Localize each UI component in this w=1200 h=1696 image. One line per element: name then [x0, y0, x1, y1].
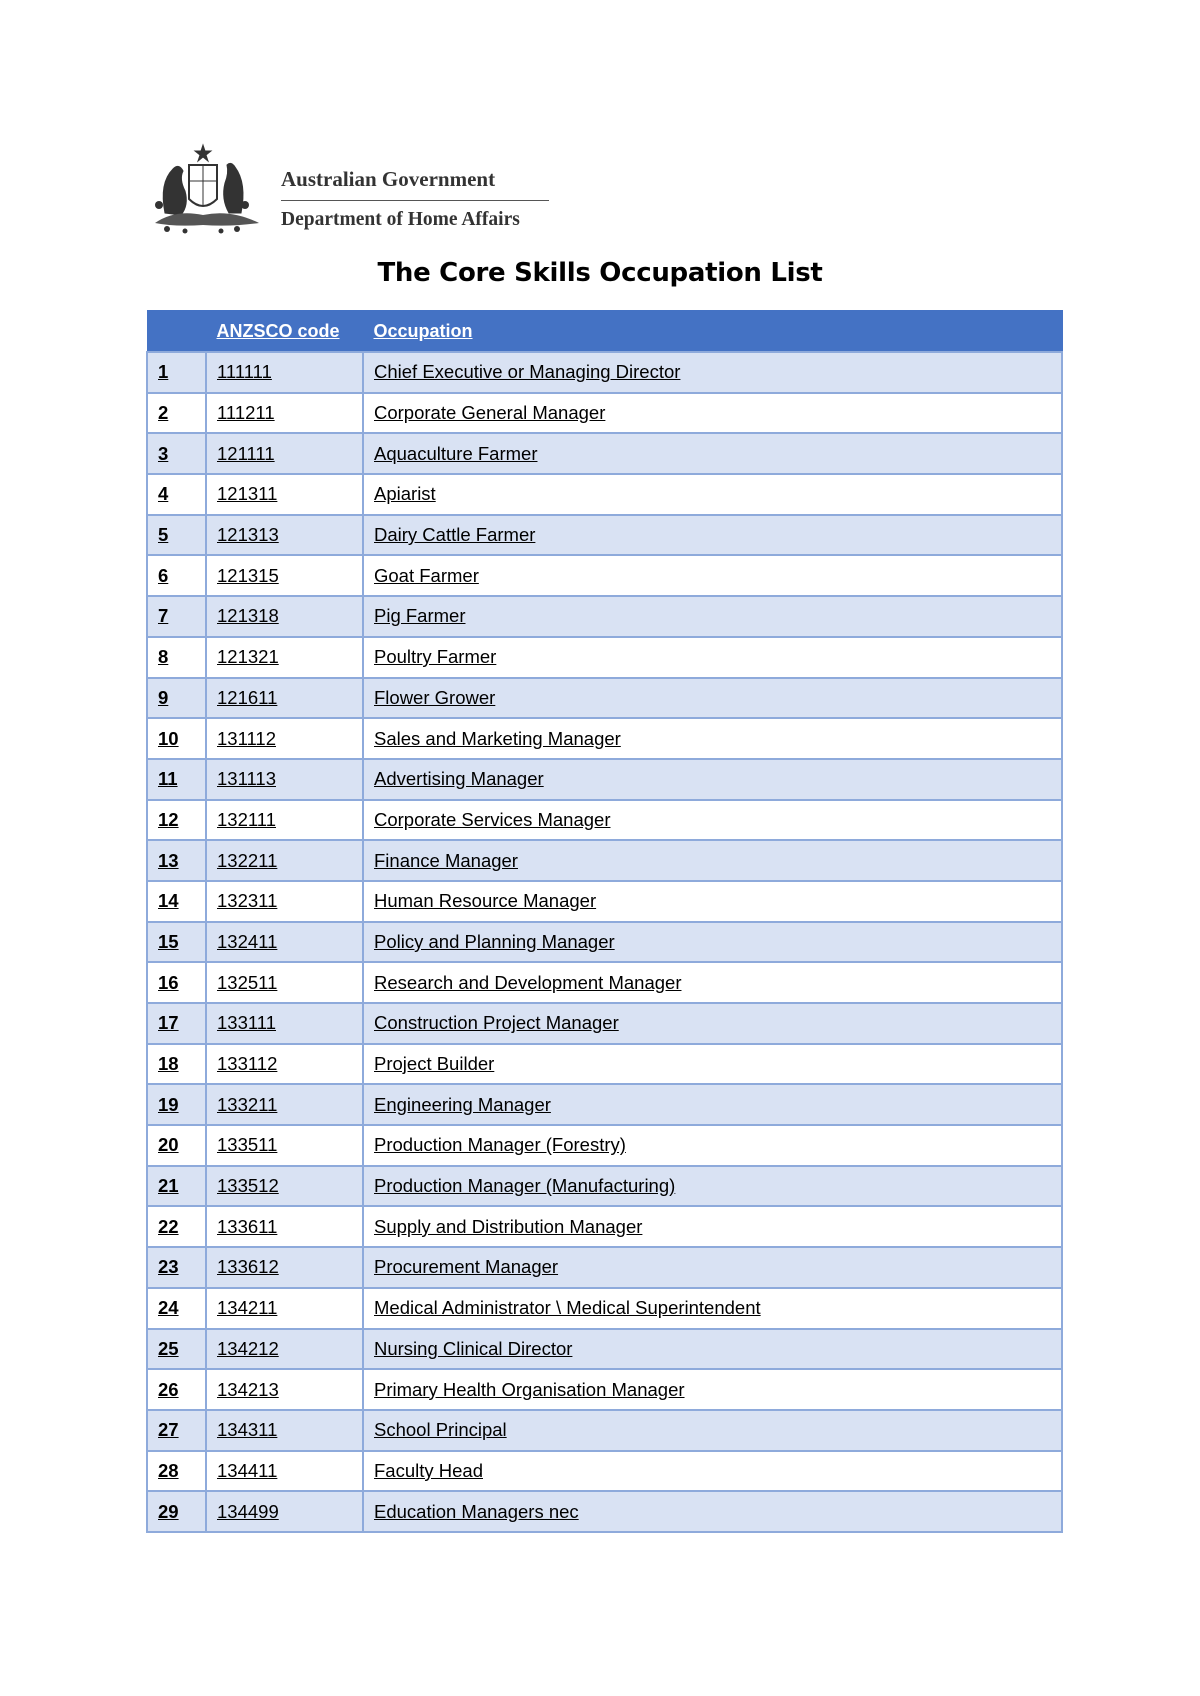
row-number[interactable]: 27 [147, 1410, 206, 1451]
table-row [147, 922, 1062, 963]
occupation-cell[interactable]: Construction Project Manager [363, 1003, 1062, 1044]
row-number[interactable]: 1 [147, 352, 206, 393]
anzsco-code-cell[interactable]: 132411 [206, 922, 363, 963]
occupation-cell[interactable]: Human Resource Manager [363, 881, 1062, 922]
row-number[interactable]: 16 [147, 962, 206, 1003]
department-name: Department of Home Affairs [281, 209, 520, 230]
row-number[interactable]: 2 [147, 393, 206, 434]
occupation-cell[interactable]: Procurement Manager [363, 1247, 1062, 1288]
occupation-cell[interactable]: Primary Health Organisation Manager [363, 1369, 1062, 1410]
row-number[interactable]: 28 [147, 1451, 206, 1492]
occupation-cell[interactable]: Supply and Distribution Manager [363, 1206, 1062, 1247]
table-row [147, 800, 1062, 841]
table-row [147, 1206, 1062, 1247]
anzsco-code-cell[interactable]: 132311 [206, 881, 363, 922]
row-number[interactable]: 5 [147, 515, 206, 556]
occupation-cell[interactable]: Engineering Manager [363, 1084, 1062, 1125]
government-header [145, 143, 555, 238]
occupation-cell[interactable]: Apiarist [363, 474, 1062, 515]
table-row [147, 1369, 1062, 1410]
row-number[interactable]: 18 [147, 1044, 206, 1085]
row-number[interactable]: 10 [147, 718, 206, 759]
table-row [147, 1003, 1062, 1044]
occupation-cell[interactable]: Goat Farmer [363, 555, 1062, 596]
row-number[interactable]: 22 [147, 1206, 206, 1247]
anzsco-code-cell[interactable]: 134212 [206, 1329, 363, 1370]
table-header-row [147, 311, 1062, 353]
anzsco-code-cell[interactable]: 133112 [206, 1044, 363, 1085]
table-row [147, 759, 1062, 800]
table-row [147, 1247, 1062, 1288]
anzsco-code-cell[interactable]: 134411 [206, 1451, 363, 1492]
row-number[interactable]: 29 [147, 1491, 206, 1532]
anzsco-code-cell[interactable]: 134211 [206, 1288, 363, 1329]
row-number[interactable]: 23 [147, 1247, 206, 1288]
anzsco-code-cell[interactable]: 133511 [206, 1125, 363, 1166]
anzsco-code-cell[interactable]: 121311 [206, 474, 363, 515]
occupation-cell[interactable]: Research and Development Manager [363, 962, 1062, 1003]
anzsco-code-cell[interactable]: 133111 [206, 1003, 363, 1044]
table-row [147, 596, 1062, 637]
occupation-cell[interactable]: Policy and Planning Manager [363, 922, 1062, 963]
occupation-cell[interactable]: Faculty Head [363, 1451, 1062, 1492]
column-header-number[interactable] [147, 311, 206, 353]
column-header-occupation[interactable]: Occupation [363, 311, 1062, 353]
row-number[interactable]: 13 [147, 840, 206, 881]
page-title: The Core Skills Occupation List [377, 258, 823, 288]
table-row [147, 1491, 1062, 1532]
table-row [147, 1044, 1062, 1085]
anzsco-code-cell[interactable]: 131113 [206, 759, 363, 800]
anzsco-code-cell[interactable]: 133611 [206, 1206, 363, 1247]
anzsco-code-cell[interactable]: 132511 [206, 962, 363, 1003]
row-number[interactable]: 3 [147, 433, 206, 474]
occupation-cell[interactable]: Corporate Services Manager [363, 800, 1062, 841]
anzsco-code-cell[interactable]: 133211 [206, 1084, 363, 1125]
table-row [147, 1288, 1062, 1329]
occupation-cell[interactable]: Pig Farmer [363, 596, 1062, 637]
anzsco-code-cell[interactable]: 131112 [206, 718, 363, 759]
anzsco-code-cell[interactable]: 121611 [206, 678, 363, 719]
row-number[interactable]: 11 [147, 759, 206, 800]
header-divider [281, 200, 549, 201]
table-row [147, 352, 1062, 393]
occupation-table [146, 310, 1063, 1533]
occupation-cell[interactable]: Dairy Cattle Farmer [363, 515, 1062, 556]
row-number[interactable]: 6 [147, 555, 206, 596]
table-row [147, 1451, 1062, 1492]
row-number[interactable]: 25 [147, 1329, 206, 1370]
row-number[interactable]: 12 [147, 800, 206, 841]
table-row [147, 474, 1062, 515]
australian-coat-of-arms-icon [145, 143, 270, 238]
occupation-cell[interactable]: Finance Manager [363, 840, 1062, 881]
anzsco-code-cell[interactable]: 132211 [206, 840, 363, 881]
occupation-cell[interactable]: Aquaculture Farmer [363, 433, 1062, 474]
occupation-cell[interactable]: Education Managers nec [363, 1491, 1062, 1532]
occupation-cell[interactable]: Production Manager (Manufacturing) [363, 1166, 1062, 1207]
table-row [147, 515, 1062, 556]
anzsco-code-cell[interactable]: 133612 [206, 1247, 363, 1288]
table-row [147, 433, 1062, 474]
table-row [147, 1410, 1062, 1451]
occupation-cell[interactable]: Poultry Farmer [363, 637, 1062, 678]
table-row [147, 840, 1062, 881]
table-row [147, 718, 1062, 759]
row-number[interactable]: 14 [147, 881, 206, 922]
anzsco-code-cell[interactable]: 121313 [206, 515, 363, 556]
occupation-cell[interactable]: Chief Executive or Managing Director [363, 352, 1062, 393]
anzsco-code-cell[interactable]: 111211 [206, 393, 363, 434]
table-row [147, 393, 1062, 434]
table-row [147, 1084, 1062, 1125]
anzsco-code-cell[interactable]: 121321 [206, 637, 363, 678]
table-row [147, 1166, 1062, 1207]
occupation-cell[interactable]: Medical Administrator \ Medical Superintendent [363, 1288, 1062, 1329]
anzsco-code-cell[interactable]: 121315 [206, 555, 363, 596]
anzsco-code-cell[interactable]: 111111 [206, 352, 363, 393]
anzsco-code-cell[interactable]: 134213 [206, 1369, 363, 1410]
table-row [147, 962, 1062, 1003]
anzsco-code-cell[interactable]: 121318 [206, 596, 363, 637]
table-row [147, 881, 1062, 922]
occupation-cell[interactable]: Project Builder [363, 1044, 1062, 1085]
row-number[interactable]: 21 [147, 1166, 206, 1207]
occupation-cell[interactable]: School Principal [363, 1410, 1062, 1451]
table-row [147, 637, 1062, 678]
government-name: Australian Government [281, 167, 496, 191]
row-number[interactable]: 20 [147, 1125, 206, 1166]
anzsco-code-cell[interactable]: 121111 [206, 433, 363, 474]
anzsco-code-cell[interactable]: 134311 [206, 1410, 363, 1451]
table-row [147, 678, 1062, 719]
row-number[interactable]: 19 [147, 1084, 206, 1125]
table-row [147, 555, 1062, 596]
row-number[interactable]: 7 [147, 596, 206, 637]
anzsco-code-cell[interactable]: 134499 [206, 1491, 363, 1532]
occupation-cell[interactable]: Corporate General Manager [363, 393, 1062, 434]
table-row [147, 1125, 1062, 1166]
column-header-anzsco-code[interactable]: ANZSCO code [206, 311, 363, 353]
table-row [147, 1329, 1062, 1370]
occupation-cell[interactable]: Nursing Clinical Director [363, 1329, 1062, 1370]
row-number[interactable]: 4 [147, 474, 206, 515]
occupation-cell[interactable]: Advertising Manager [363, 759, 1062, 800]
row-number[interactable]: 24 [147, 1288, 206, 1329]
row-number[interactable]: 17 [147, 1003, 206, 1044]
occupation-cell[interactable]: Flower Grower [363, 678, 1062, 719]
occupation-cell[interactable]: Sales and Marketing Manager [363, 718, 1062, 759]
anzsco-code-cell[interactable]: 132111 [206, 800, 363, 841]
row-number[interactable]: 9 [147, 678, 206, 719]
row-number[interactable]: 15 [147, 922, 206, 963]
row-number[interactable]: 8 [147, 637, 206, 678]
row-number[interactable]: 26 [147, 1369, 206, 1410]
occupation-cell[interactable]: Production Manager (Forestry) [363, 1125, 1062, 1166]
anzsco-code-cell[interactable]: 133512 [206, 1166, 363, 1207]
